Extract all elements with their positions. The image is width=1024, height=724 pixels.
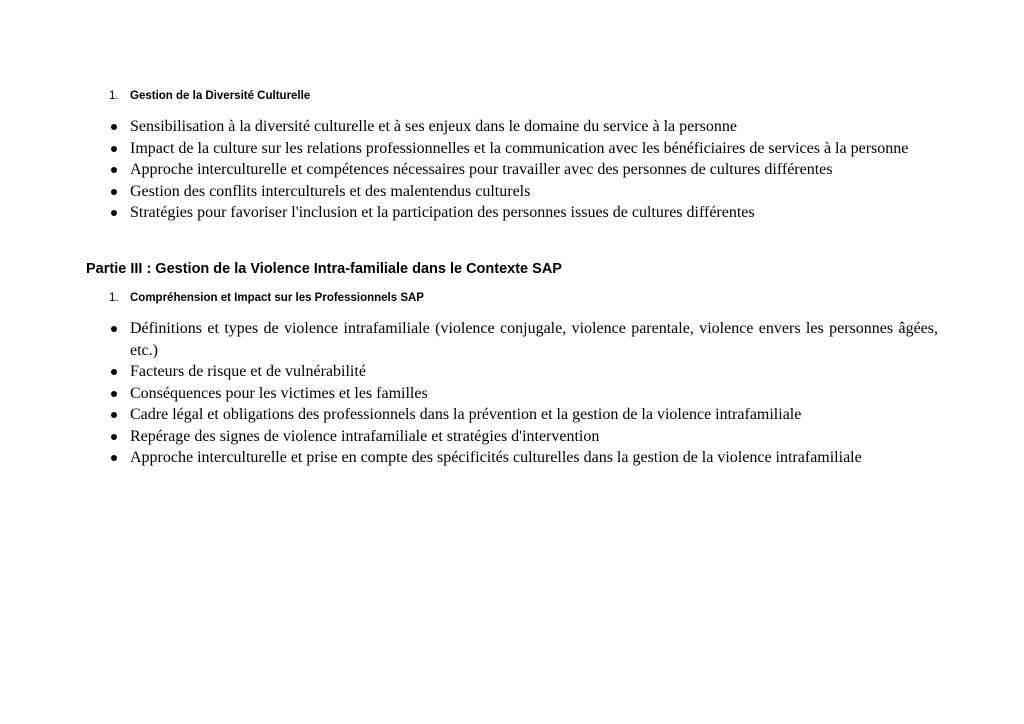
list-item bbox=[108, 447, 938, 469]
bullet-icon bbox=[111, 167, 117, 173]
list-item bbox=[108, 426, 938, 448]
bullet-icon bbox=[111, 146, 117, 152]
list-item-text: Repérage des signes de violence intrafamiliale et stratégies d'intervention bbox=[130, 427, 600, 445]
bullet-icon bbox=[111, 412, 117, 418]
list-item-text: Impact de la culture sur les relations professionnelles et la communication avec les bénéficiaires de services à la personne bbox=[130, 139, 909, 157]
list-item bbox=[108, 159, 938, 181]
list-item-text: Approche interculturelle et compétences nécessaires pour travailler avec des personnes de cultures différentes bbox=[130, 161, 833, 178]
section-title: Gestion de la Diversité Culturelle bbox=[130, 90, 311, 102]
bullet-icon bbox=[111, 189, 117, 195]
bullet-icon bbox=[111, 434, 117, 440]
list-item bbox=[108, 318, 938, 361]
list-item bbox=[108, 181, 938, 203]
list-item bbox=[108, 202, 938, 224]
bullet-icon bbox=[111, 455, 117, 461]
section-heading-diversite bbox=[109, 89, 310, 103]
list-item-text: Définitions et types de violence intrafamiliale (violence conjugale, violence parentale, violence envers les personnes âgées, etc.) bbox=[130, 320, 938, 359]
section-number: 1. bbox=[109, 90, 119, 102]
list-item-text: Conséquences pour les victimes et les familles bbox=[130, 384, 428, 402]
list-item-text: Cadre légal et obligations des professionnels dans la prévention et la gestion de la violence intrafamiliale bbox=[130, 406, 802, 423]
bullet-icon bbox=[111, 124, 117, 130]
bullet-icon bbox=[111, 210, 117, 216]
section-title: Compréhension et Impact sur les Professionnels SAP bbox=[130, 292, 424, 304]
section-heading-comprehension bbox=[109, 291, 424, 305]
bullet-list-diversite bbox=[108, 116, 938, 224]
list-item bbox=[108, 383, 938, 405]
list-item-text: Approche interculturelle et prise en compte des spécificités culturelles dans la gestion de la violence intrafamiliale bbox=[130, 449, 862, 466]
bullet-icon bbox=[111, 369, 117, 375]
list-item-text: Stratégies pour favoriser l'inclusion et la participation des personnes issues de cultures différentes bbox=[130, 204, 755, 221]
list-item bbox=[108, 138, 938, 160]
bullet-icon bbox=[111, 391, 117, 397]
part-heading: Partie III : Gestion de la Violence Intra-familiale dans le Contexte SAP bbox=[86, 261, 562, 277]
list-item-text: Gestion des conflits interculturels et des malentendus culturels bbox=[130, 182, 531, 200]
section-number: 1. bbox=[109, 292, 119, 304]
list-item bbox=[108, 116, 938, 138]
list-item bbox=[108, 404, 938, 426]
bullet-list-violence bbox=[108, 318, 938, 469]
list-item bbox=[108, 361, 938, 383]
list-item-text: Sensibilisation à la diversité culturelle et à ses enjeux dans le domaine du service à la personne bbox=[130, 118, 737, 135]
list-item-text: Facteurs de risque et de vulnérabilité bbox=[130, 363, 366, 380]
bullet-icon bbox=[111, 326, 117, 332]
